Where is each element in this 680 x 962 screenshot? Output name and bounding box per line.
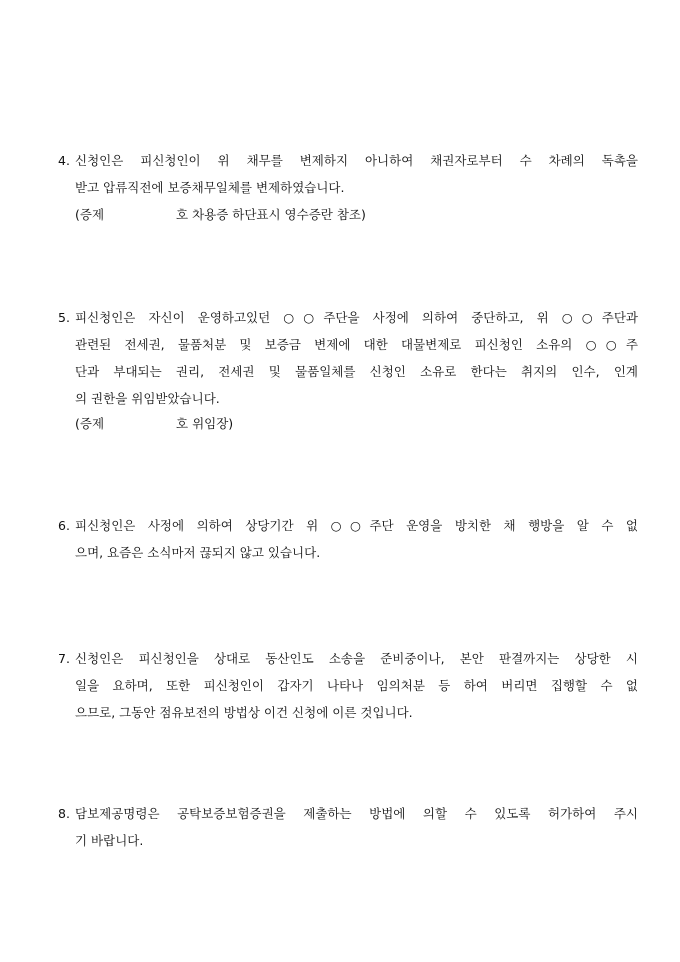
- item-text-line: 관련된 전세권, 물품처분 및 보증금 변제에 대한 대물변제로 피신청인 소유의 ○○주: [75, 337, 638, 352]
- item-text-line: 일을 요하며, 또한 피신청인이 갑자기 나타나 임의처분 등 하여 버리면 집행할 수 없: [75, 678, 638, 693]
- item-text-line: 피신청인은 자신이 운영하고있던 ○○주단을 사정에 의하여 중단하고, 위 ○○주단과: [75, 310, 638, 325]
- item-number: 4.: [58, 153, 70, 168]
- evidence-suffix: 호 위임장): [176, 416, 234, 431]
- item-text-line: 받고 압류직전에 보증채무일체를 변제하였습니다.: [75, 180, 345, 195]
- item-text-line: 기 바랍니다.: [75, 833, 144, 848]
- item-text-line: 단과 부대되는 권리, 전세권 및 물품일체를 신청인 소유로 한다는 취지의 인수, 인계: [75, 364, 638, 379]
- item-number: 8.: [58, 806, 70, 821]
- item-number: 7.: [58, 651, 70, 666]
- item-text-line: 신청인은 피신청인이 위 채무를 변제하지 아니하여 채권자로부터 수 차례의 독촉을: [75, 153, 638, 168]
- item-text-line: 피신청인은 사정에 의하여 상당기간 위 ○○주단 운영을 방치한 채 행방을 알 수 없: [75, 518, 638, 533]
- evidence-suffix: 호 차용증 하단표시 영수증란 참조): [176, 207, 366, 222]
- evidence-prefix: (증제: [75, 416, 105, 431]
- evidence-reference: [75, 415, 233, 433]
- item-text-line: 으며, 요즘은 소식마저 끊되지 않고 있습니다.: [75, 545, 321, 560]
- item-number: 6.: [58, 518, 70, 533]
- item-text-line: 담보제공명령은 공탁보증보험증권을 제출하는 방법에 의할 수 있도록 허가하여 주시: [75, 806, 638, 821]
- item-text-line: 의 권한을 위임받았습니다.: [75, 391, 220, 406]
- item-text-line: 신청인은 피신청인을 상대로 동산인도 소송을 준비중이나, 본안 판결까지는 상당한 시: [75, 651, 638, 666]
- evidence-prefix: (증제: [75, 207, 105, 222]
- item-number: 5.: [58, 310, 70, 325]
- evidence-reference: [75, 206, 366, 224]
- item-text-line: 으므로, 그동안 점유보전의 방법상 이건 신청에 이른 것입니다.: [75, 705, 413, 720]
